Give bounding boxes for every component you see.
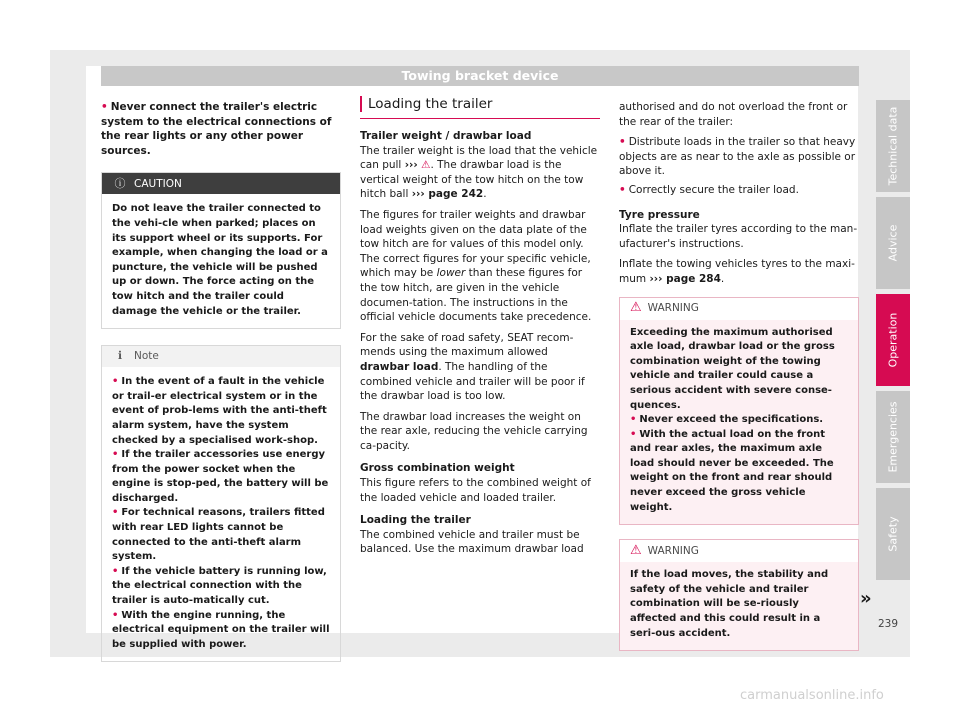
note-header: ℹ Note [102, 346, 340, 367]
warning-header: ⚠ WARNING [620, 540, 858, 562]
warning-bullet: • Never exceed the specifications. [630, 414, 824, 426]
column-left [101, 100, 341, 662]
note-bullet: • If the trailer accessories use energy from the power socket when the engine is stop-ped, the battery will be discharged. [112, 449, 329, 504]
warning-triangle-icon: ⚠ [630, 542, 642, 558]
paragraph: This figure refers to the combined weight of the loaded vehicle and loaded trailer. [360, 477, 591, 504]
subheading: Tyre pressure [619, 208, 700, 221]
bullet-item: • Never connect the trailer's electric system to the electrical connections of the rear lights or any other power sources. [101, 101, 332, 157]
column-middle [360, 96, 600, 563]
tab-technical-data[interactable]: Technical data [876, 100, 910, 192]
note-box [101, 345, 341, 662]
continue-icon: » [860, 588, 872, 609]
paragraph: For the sake of road safety, SEAT recom-mends using the maximum allowed drawbar load. The handling of the combined vehicle and trailer will be poor if the drawbar load is too low. [360, 331, 585, 403]
note-body [102, 367, 340, 661]
note-bullet: • With the engine running, the electrical equipment on the trailer will be supplied with power. [112, 609, 330, 650]
warning-triangle-icon: ⚠ [421, 159, 431, 172]
caution-header: ⓘ CAUTION [102, 173, 340, 194]
tab-emergencies[interactable]: Emergencies [876, 391, 910, 483]
warning-text: If the load moves, the stability and safety of the vehicle and trailer combination will be se-riously affected and this could result in a seri-ous accident. [620, 562, 858, 650]
paragraph: authorised and do not overload the front or the rear of the trailer: [619, 101, 848, 128]
page-link[interactable]: ››› page 242 [411, 188, 484, 201]
caution-text: Do not leave the trailer connected to the vehi-cle when parked; places on its support wheel or its supports. For example, when changing the load or a puncture, the vehicle will be pushed up or down. The force acting on the tow hitch and the trailer could damage the vehicle or the trailer. [112, 203, 328, 317]
warning-box [619, 297, 859, 526]
paragraph: Inflate the trailer tyres according to the man-ufacturer's instructions. [619, 223, 858, 250]
bullet-icon: • [101, 101, 108, 113]
paragraph: Inflate the towing vehicles tyres to the maxi-mum ››› page 284. [619, 258, 855, 285]
warning-triangle-icon: ⚠ [630, 300, 642, 316]
note-bullet: • For technical reasons, trailers fitted with rear LED lights cannot be connected to the anti-theft alarm system. [112, 507, 325, 563]
tab-operation[interactable]: Operation [876, 294, 910, 386]
paragraph: The combined vehicle and trailer must be balanced. Use the maximum drawbar load [360, 528, 584, 556]
page-number: 239 [878, 618, 899, 630]
warning-header: ⚠ WARNING [620, 298, 858, 320]
tab-advice[interactable]: Advice [876, 197, 910, 289]
bullet-item: • Correctly secure the trailer load. [619, 183, 799, 196]
section-title: Loading the trailer [360, 96, 600, 119]
warning-bullet: • With the actual load on the front and rear axles, the maximum axle load should never be exceeded. The weight on the front and rear should never exceed the gross vehicle weight. [630, 428, 834, 513]
paragraph: The figures for trailer weights and drawbar load weights given on the data plate of the tow hitch are for values of this model only. The correct figures for your specific vehicle, which may be lower than these figures for the tow hitch, are given in the vehicle documen-tation. The instructions in the official vehicle documents take precedence. [360, 208, 592, 324]
warning-ref-link[interactable]: ››› [404, 159, 418, 172]
subheading: Loading the trailer [360, 514, 471, 527]
bullet-icon: • [619, 183, 626, 196]
chapter-tabs [876, 100, 910, 585]
tab-safety[interactable]: Safety [876, 488, 910, 580]
caution-icon: ⓘ [114, 176, 126, 190]
paragraph: The drawbar load increases the weight on the rear axle, reducing the vehicle carrying ca-pacity. [360, 410, 588, 452]
note-bullet: • In the event of a fault in the vehicle or trail-er electrical system or in the event of prob-lems with the anti-theft alarm system, have the system checked by a specialised work-shop. [112, 376, 327, 446]
note-bullet: • If the vehicle battery is running low, the electrical connection with the trailer is auto-matically cut. [112, 565, 327, 607]
column-right [619, 100, 859, 651]
page-header: Towing bracket device [101, 66, 859, 86]
paragraph: The trailer weight is the load that the vehicle can pull ››› ⚠. The drawbar load is the vertical weight of the tow hitch on the tow hitch ball ››› page 242. [360, 144, 598, 201]
caution-box [101, 172, 341, 329]
page-link[interactable]: ››› page 284 [649, 272, 721, 285]
warning-body: Exceeding the maximum authorised axle load, drawbar load or the gross combination weight of the towing vehicle and trailer could cause a serious accident with severe conse-quences. • Never exceed the specifications. • With the actual load on the front and rear axles, the maximum axle load should never be exceeded. The weight on the front and rear should never exceed the gross vehicle weight. [620, 320, 858, 525]
bullet-icon: • [619, 136, 626, 149]
warning-box [619, 539, 859, 651]
note-icon: ℹ [117, 349, 123, 363]
bullet-item: • Distribute loads in the trailer so that heavy objects are as near to the axle as possible or above it. [619, 136, 856, 178]
subheading: Gross combination weight [360, 462, 515, 475]
section-marker [360, 96, 362, 112]
watermark-text: carmanualsonline.info [740, 688, 884, 703]
subheading: Trailer weight / drawbar load [360, 130, 532, 142]
